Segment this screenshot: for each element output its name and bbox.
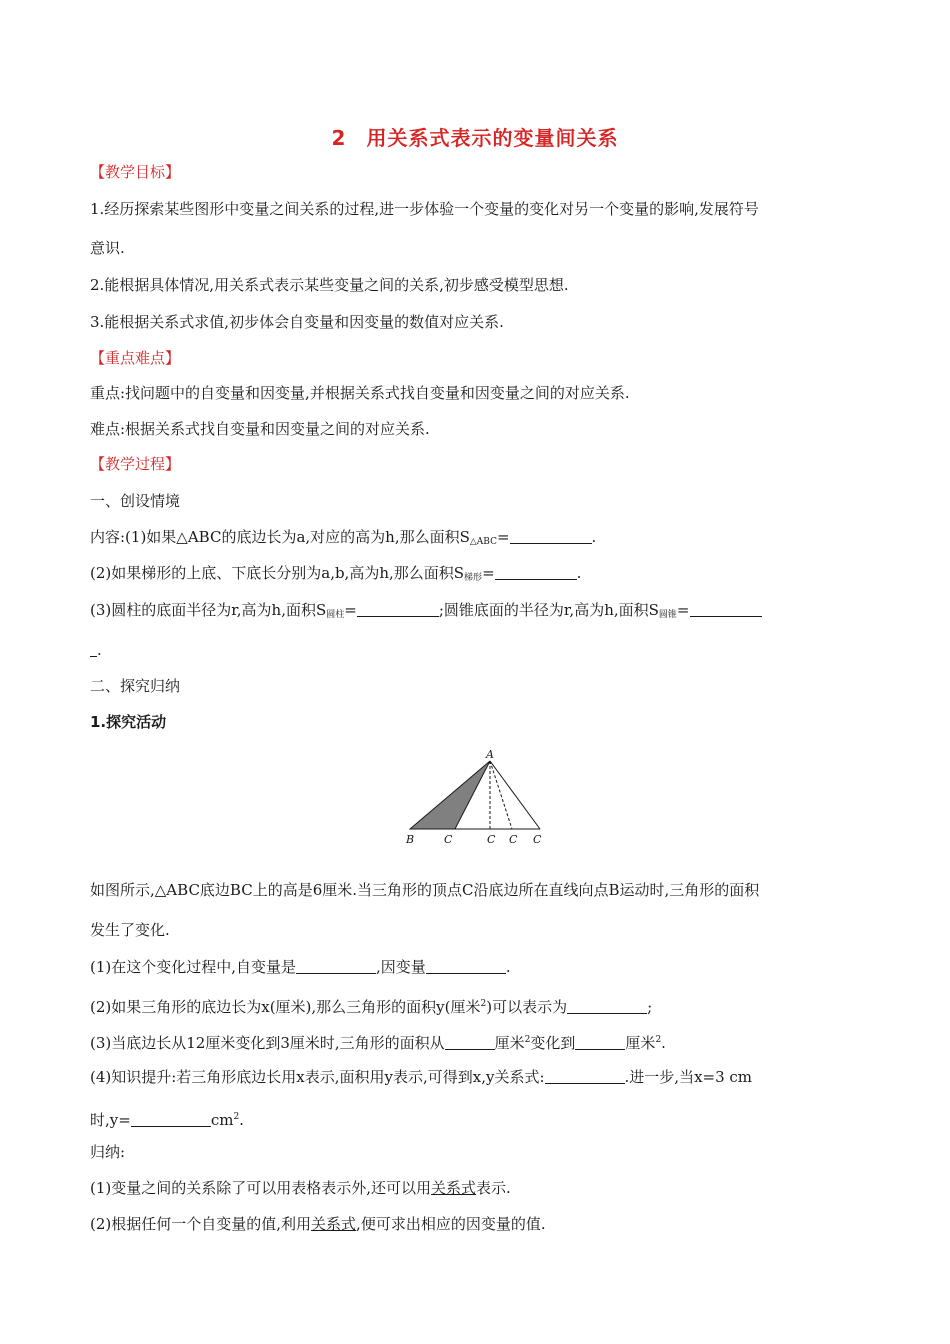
p4-end: .: [239, 1111, 244, 1129]
problem-3: [90, 1030, 880, 1053]
p3-blank-1[interactable]: [445, 1035, 495, 1050]
triangle-figure: [400, 748, 550, 848]
s1-end: 表示.: [476, 1179, 511, 1197]
label-a: A: [486, 748, 494, 761]
question-3-cont: [90, 640, 880, 660]
part-1-heading: 一、创设情境: [90, 492, 181, 510]
label-c-4: C: [533, 833, 542, 846]
problem-4: [90, 1067, 880, 1087]
p4-text-2: .进一步,当x=3 cm: [624, 1068, 753, 1086]
section-heading-goals: 【教学目标】: [90, 163, 181, 181]
s1-underlined: 关系式: [431, 1179, 477, 1197]
q3-end: .: [97, 641, 102, 659]
p1-blank-1[interactable]: [296, 959, 376, 974]
p4-blank-1[interactable]: [545, 1069, 625, 1084]
p2-text: (2)如果三角形的底边长为x(厘米),那么三角形的面积y(厘米: [90, 998, 481, 1016]
q2-equals: =: [482, 564, 495, 582]
p3-unit-1: 厘米: [494, 1034, 525, 1052]
p1-end: .: [505, 958, 511, 976]
p2-superscript: 2: [480, 999, 487, 1009]
q1-subscript: △ABC: [469, 537, 497, 547]
p4-unit: cm: [210, 1111, 234, 1129]
p2-end: ;: [647, 998, 653, 1016]
activity-heading: 1.探究活动: [90, 713, 167, 731]
goal-1-line-2: 意识.: [90, 239, 125, 257]
q2-text: (2)如果梯形的上底、下底长分别为a,b,高为h,那么面积S: [90, 564, 465, 582]
p3-end: .: [661, 1034, 666, 1052]
key-point: 重点:找问题中的自变量和因变量,并根据关系式找自变量和因变量之间的对应关系.: [90, 384, 630, 402]
part-2-heading: 二、探究归纳: [90, 677, 181, 695]
p3-text: (3)当底边长从12厘米变化到3厘米时,三角形的面积从: [90, 1034, 445, 1052]
title-text: 用关系式表示的变量间关系: [366, 126, 619, 150]
page-title: [0, 122, 950, 151]
q3-blank-2-cont[interactable]: [90, 642, 97, 657]
goal-1-line-1: 1.经历探索某些图形中变量之间关系的过程,进一步体验一个变量的变化对另一个变量的影响,发展符号: [90, 200, 759, 218]
label-c-1: C: [444, 833, 453, 846]
q3-blank-1[interactable]: [357, 602, 439, 617]
p2-blank[interactable]: [567, 999, 647, 1014]
question-1: [90, 527, 880, 552]
q3-blank-2[interactable]: [690, 602, 762, 617]
description-line-1: 如图所示,△ABC底边BC上的高是6厘米.当三角形的顶点C沿底边所在直线向点B运动时,三角形的面积: [90, 881, 760, 899]
question-3: [90, 600, 880, 625]
p3-superscript-1: 2: [524, 1035, 531, 1045]
q3-text: (3)圆柱的底面半径为r,高为h,面积S: [90, 601, 327, 619]
q3-equals-1: =: [344, 601, 357, 619]
section-heading-process: 【教学过程】: [90, 455, 181, 473]
shaded-triangle: [410, 761, 490, 829]
s2-end: ,便可求出相应的因变量的值.: [356, 1215, 546, 1233]
difficult-point: 难点:根据关系式找自变量和因变量之间的对应关系.: [90, 420, 430, 438]
q1-equals: =: [496, 528, 510, 546]
p4-text: (4)知识提升:若三角形底边长用x表示,面积用y表示,可得到x,y关系式:: [90, 1068, 545, 1086]
side-ac: [490, 761, 540, 829]
problem-1: [90, 957, 880, 977]
summary-2: [90, 1214, 880, 1234]
q3-text-2: ;圆锥底面的半径为r,高为h,面积S: [438, 601, 659, 619]
p3-blank-2[interactable]: [575, 1035, 625, 1050]
section-heading-keypoints: 【重点难点】: [90, 349, 181, 367]
goal-3: 3.能根据关系式求值,初步体会自变量和因变量的数值对应关系.: [90, 313, 504, 331]
q3-subscript-1: 圆柱: [326, 610, 345, 620]
p3-text-2: 变化到: [530, 1034, 576, 1052]
description-line-2: 发生了变化.: [90, 921, 170, 939]
p1-blank-2[interactable]: [426, 959, 506, 974]
q1-end: .: [591, 528, 597, 546]
p3-unit-2: 厘米: [625, 1034, 656, 1052]
q1-blank[interactable]: [510, 529, 592, 544]
p1-text: (1)在这个变化过程中,自变量是: [90, 958, 297, 976]
p1-text-2: ,因变量: [376, 958, 426, 976]
p4-superscript: 2: [233, 1112, 240, 1122]
p2-text-2: )可以表示为: [486, 998, 568, 1016]
s1-text: (1)变量之间的关系除了可以用表格表示外,还可以用: [90, 1179, 432, 1197]
label-c-3: C: [509, 833, 518, 846]
problem-2: [90, 994, 880, 1017]
p4-blank-2[interactable]: [131, 1112, 211, 1127]
label-b: B: [406, 833, 415, 846]
q2-blank[interactable]: [495, 565, 577, 580]
summary-heading: 归纳:: [90, 1143, 126, 1161]
problem-4-cont: [90, 1107, 880, 1130]
s2-text: (2)根据任何一个自变量的值,利用: [90, 1215, 312, 1233]
title-number: 2: [331, 126, 347, 150]
goal-2: 2.能根据具体情况,用关系式表示某些变量之间的关系,初步感受模型思想.: [90, 276, 569, 294]
question-2: [90, 563, 880, 588]
q2-subscript: 梯形: [464, 573, 483, 583]
q2-end: .: [576, 564, 582, 582]
q3-equals-2: =: [676, 601, 690, 619]
summary-1: [90, 1178, 880, 1198]
q3-subscript-2: 圆锥: [658, 610, 677, 620]
q1-text: 内容:(1)如果△ABC的底边长为a,对应的高为h,那么面积S: [90, 528, 470, 546]
p3-superscript-2: 2: [655, 1035, 662, 1045]
s2-underlined: 关系式: [311, 1215, 357, 1233]
p4-text-3: 时,y=: [90, 1111, 131, 1129]
dashed-side: [490, 761, 512, 829]
label-c-2: C: [487, 833, 496, 846]
